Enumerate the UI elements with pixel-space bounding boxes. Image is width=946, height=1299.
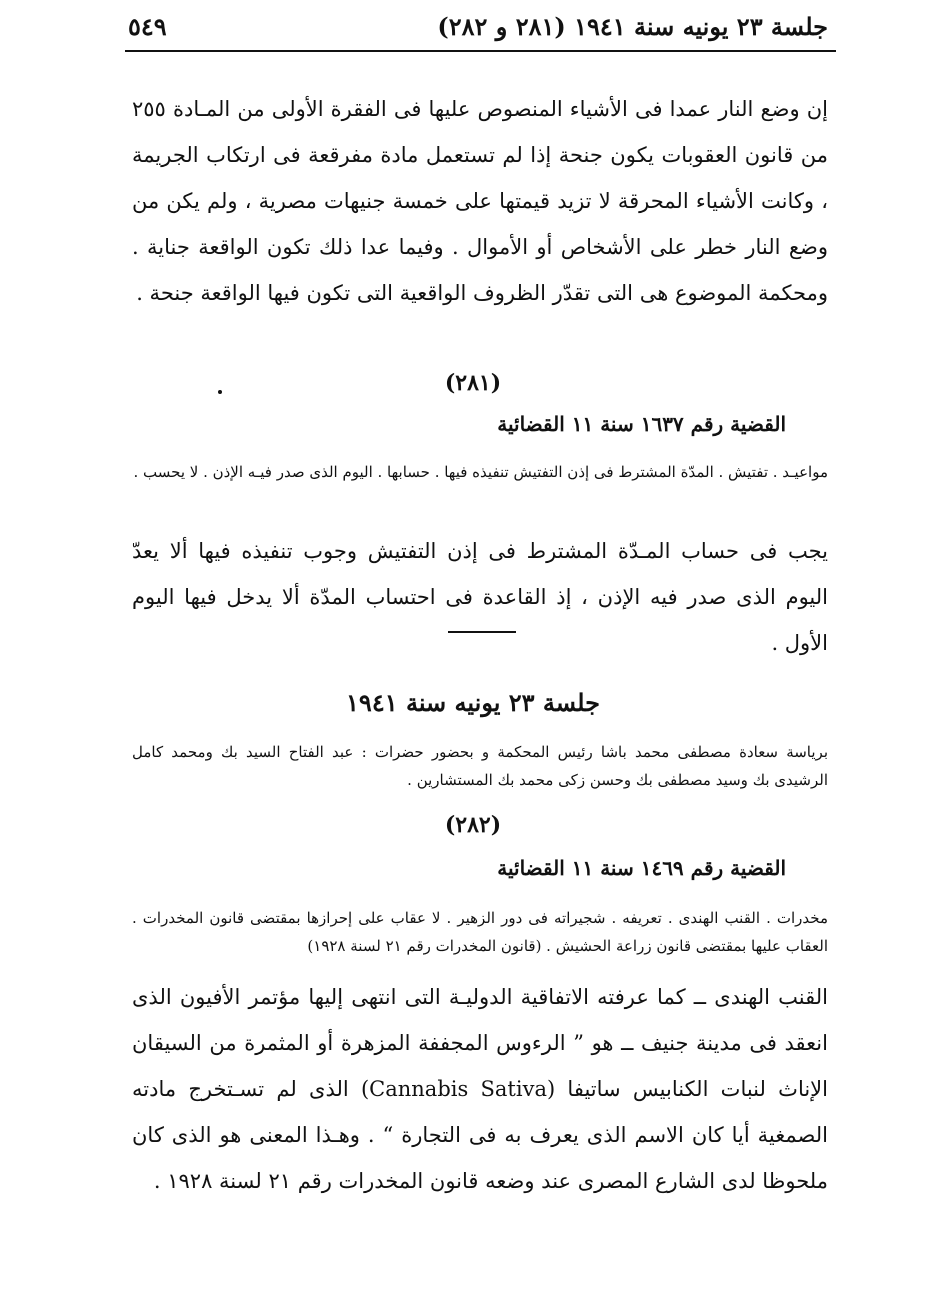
session-title: جلسة ٢٣ يونيه سنة ١٩٤١: [346, 688, 600, 717]
case-282-reference: القضية رقم ١٤٦٩ سنة ١١ القضائية: [497, 856, 786, 880]
case-282-keywords: مخدرات . القنب الهندى . تعريفه . شجيراته فى دور الزهير . لا عقاب على إحرازها بمقتضى قانون المخدرات . العقاب عليها بمقتضى قانون زراعة الحشيش . (قانون المخدرات رقم ٢١ لسنة ١٩٢٨): [132, 909, 828, 955]
header-rule: [125, 50, 836, 52]
case-282-number: (٢٨٢): [444, 812, 502, 838]
page-number: ٥٤٩: [128, 12, 167, 41]
page-header: [128, 10, 828, 46]
session-presidency: برياسة سعادة مصطفى محمد باشا رئيس المحكمة و بحضور حضرات : عبد الفتاح السيد بك ومحمد كامل الرشيدى بك وسيد مصطفى بك وحسن زكى محمد بك المستشارين .: [132, 743, 828, 789]
intro-paragraph: إن وضع النار عمدا فى الأشياء المنصوص عليها فى الفقرة الأولى من المـادة ٢٥٥ من قانون العقوبات يكون جنحة إذا لم تستعمل مادة مفرقعة فى ارتكاب الجريمة ، وكانت الأشياء المحرقة لا تزيد قيمتها على خمسة جنيهات مصرية ، ولم يكن من وضع النار خطر على الأشخاص أو الأموال . وفيما عدا ذلك تكون الواقعة جناية . ومحكمة الموضوع هى التى تقدّر الظروف الواقعية التى تكون فيها الواقعة جنحة .: [132, 97, 828, 305]
intro-block: [132, 86, 828, 316]
case-282-ruling: القنب الهندى ــ كما عرفته الاتفاقية الدوليـة التى انتهى إليها مؤتمر الأفيون الذى انعقد فى مدينة جنيف ــ هو ” الرءوس المجففة المزهرة أو المثمرة من السيقان الإناث لنبات الكنابيس ساتيفا (Cannabis Sativa) الذى لم تسـتخرج مادته الصمغية أيا كان الاسم الذى يعرف به فى التجارة “ . وهـذا المعنى هو الذى كان ملحوظا لدى الشارع المصرى عند وضعه قانون المخدرات رقم ٢١ لسنة ١٩٢٨ .: [132, 985, 828, 1193]
running-title: جلسة ٢٣ يونيه سنة ١٩٤١ (٢٨١ و ٢٨٢): [437, 12, 828, 41]
case-282-keywords-block: [132, 904, 828, 960]
case-281-ruling: يجب فى حساب المـدّة المشترط فى إذن التفتيش وجوب تنفيذه فيها ألا يعدّ اليوم الذى صدر فيه الإذن ، إذ القاعدة فى احتساب المدّة ألا يدخل فيها اليوم الأول .: [132, 539, 828, 655]
case-281-keywords: مواعيـد . تفتيش . المدّة المشترط فى إذن التفتيش تنفيذه فيها . حسابها . اليوم الذى صدر فيـه الإذن . لا يحسب .: [133, 463, 828, 481]
case-281-number: (٢٨١): [444, 370, 502, 396]
case-281-ruling-block: [132, 528, 828, 666]
case-281-keywords-block: [132, 458, 828, 486]
case-281-reference: القضية رقم ١٦٣٧ سنة ١١ القضائية: [497, 412, 786, 436]
case-282-ruling-block: [132, 974, 828, 1204]
session-presidency-block: [132, 738, 828, 794]
section-divider: [448, 631, 516, 633]
